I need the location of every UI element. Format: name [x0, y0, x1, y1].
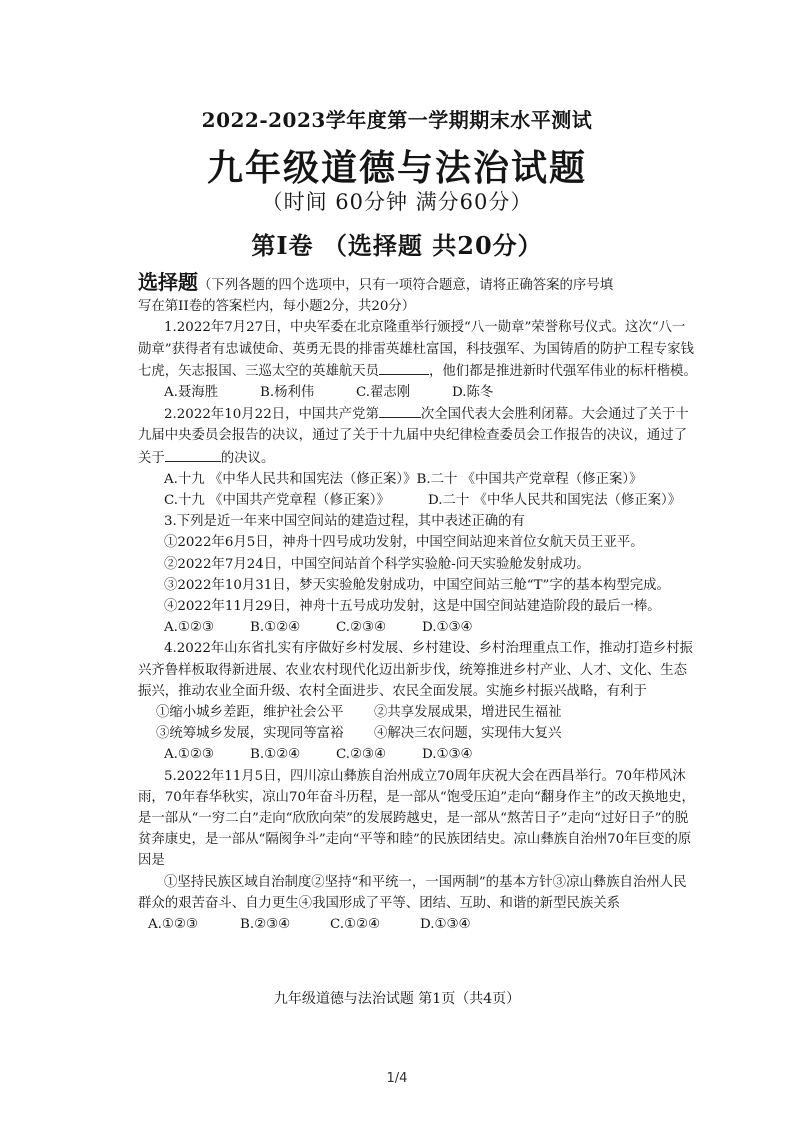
option: B.二十 《中国共产党章程（修正案）》 — [416, 471, 643, 487]
question-2-text-end: 的决议。 — [220, 450, 275, 466]
question-5: 5.2022年11月5日，四川凉山彝族自治州成立70周年庆祝大会在西昌举行。70年栉风沐雨，70年春华秋实，凉山70年奋斗历程，是一部从“饱受压迫”走向“翻身作主”的改天换地史，是一部从“一穷二白”走向“欣欣向荣”的发展跨越史，是一部从“熬苦日子”走向“过好日子”的脱贫奔康史，是一部从“隔阂争斗”走向“平等和睦”的民族团结史。凉山彝族自治州70年巨变的原因是 — [138, 768, 695, 869]
question-4-options — [138, 744, 698, 765]
time-score-line: （时间 60分钟 满分60分） — [261, 190, 533, 214]
statement-2: ②共享发展成果，增进民生福祉 — [374, 705, 562, 721]
option: C.②③④ — [336, 747, 387, 763]
option: C.②③④ — [336, 620, 387, 636]
question-1-text: 1.2022年7月27日，中央军委在北京隆重举行颁授“八一勋章”荣誉称号仪式。这次“八一勋章”获得者有忠诚使命、英勇无畏的排雷英雄杜富国，科技强军、为国铸盾的防护工程专家钱七虎，矢志报国、三巡太空的英雄航天员 — [138, 320, 694, 379]
exam-body — [138, 272, 698, 935]
option: C.翟志刚 — [356, 385, 411, 401]
intro-line-1 — [138, 272, 698, 296]
question-1 — [138, 317, 698, 382]
option: B.②③④ — [240, 917, 291, 933]
statement-1: ①缩小城乡差距，维护社会公平 — [156, 705, 344, 721]
option: D.①③④ — [422, 747, 473, 763]
option: B.①②④ — [250, 747, 301, 763]
intro-line-2: 写在第II卷的答案栏内，每小题2分，共20分） — [138, 299, 416, 315]
statement-3: ③统筹城乡发展，实现同等富裕 — [156, 726, 344, 742]
option: A.①②③ — [148, 917, 198, 933]
option: A.①②③ — [164, 620, 214, 636]
option: B.杨利伟 — [260, 385, 315, 401]
statement-row-2 — [138, 723, 698, 744]
option: D.①③④ — [420, 917, 471, 933]
exam-term-heading: 2022-2023学年度第一学期期末水平测试 — [201, 108, 593, 132]
answer-blank — [379, 403, 421, 418]
statement-3: ③2022年10月31日，梦天实验舱发射成功，中国空间站三舱“T”字的基本构型完成。 — [164, 577, 670, 593]
option: D.①③④ — [422, 620, 473, 636]
option: A.聂海胜 — [164, 385, 219, 401]
question-3: 3.下列是近一年来中国空间站的建造过程，其中表述正确的有 — [164, 514, 525, 530]
page-indicator: 1/4 — [386, 1071, 408, 1086]
option: D.二十 《中华人民共和国宪法（修正案）》 — [428, 493, 682, 509]
statement-2: ②2022年7月24日，中国空间站首个科学实验舱-问天实验舱发射成功。 — [164, 556, 590, 572]
intro-instructions: （下列各题的四个选项中，只有一项符合题意，请将正确答案的序号填 — [198, 278, 614, 293]
page-footer: 九年级道德与法治试题 第1页（共4页） — [273, 991, 521, 1007]
question-2-text: 2.2022年10月22日，中国共产党第 — [164, 407, 379, 423]
statement-1: ①2022年6月5日，神舟十四号成功发射，中国空间站迎来首位女航天员王亚平。 — [164, 535, 644, 551]
statement-4: ④2022年11月29日，神舟十五号成功发射，这是中国空间站建造阶段的最后一棒。 — [164, 599, 661, 615]
section-heading: 第Ⅰ卷 （选择题 共20分） — [251, 231, 543, 260]
answer-blank — [165, 447, 221, 462]
question-2-text-mid: 次全国代表大会胜利闭幕。大会通过了关于十九届中央委员会报告的决议，通过了关于十九届中央纪律检查委员会工作报告的决议，通过了关于 — [138, 407, 689, 466]
question-5-options — [138, 914, 698, 935]
intro-title: 选择题 — [138, 270, 198, 294]
option: C.①②④ — [330, 917, 381, 933]
question-1-options — [138, 382, 698, 403]
option: D.陈冬 — [452, 385, 494, 401]
option: B.①②④ — [250, 620, 301, 636]
question-2-options-row-1 — [138, 469, 698, 490]
question-3-options — [138, 617, 698, 638]
question-2-options-row-2 — [138, 490, 698, 511]
question-4: 4.2022年山东省扎实有序做好乡村发展、乡村建设、乡村治理重点工作，推动打造乡村振兴齐鲁样板取得新进展、农业农村现代化迈出新步伐，统筹推进乡村产业、人才、文化、生态振兴，推动农业全面升级、农村全面进步、农民全面发展。实施乡村振兴战略，有利于 — [138, 641, 693, 699]
question-1-text-end: ，他们都是推进新时代强军伟业的标杆楷模。 — [429, 363, 697, 379]
option: C.十九 《中国共产党章程（修正案）》 — [164, 493, 390, 509]
question-2 — [138, 403, 698, 469]
exam-title: 九年级道德与法治试题 — [206, 147, 587, 189]
statement-row-1 — [138, 702, 698, 723]
option: A.①②③ — [164, 747, 214, 763]
question-5-statements: ①坚持民族区域自治制度②坚持“和平统一，一国两制”的基本方针③凉山彝族自治州人民群众的艰苦奋斗、自力更生④我国形成了平等、团结、互助、和谐的新型民族关系 — [138, 874, 687, 911]
answer-blank — [379, 360, 429, 375]
option: A.十九 《中华人民共和国宪法（修正案）》 — [164, 471, 417, 487]
statement-4: ④解决三农问题，实现伟大复兴 — [374, 726, 562, 742]
